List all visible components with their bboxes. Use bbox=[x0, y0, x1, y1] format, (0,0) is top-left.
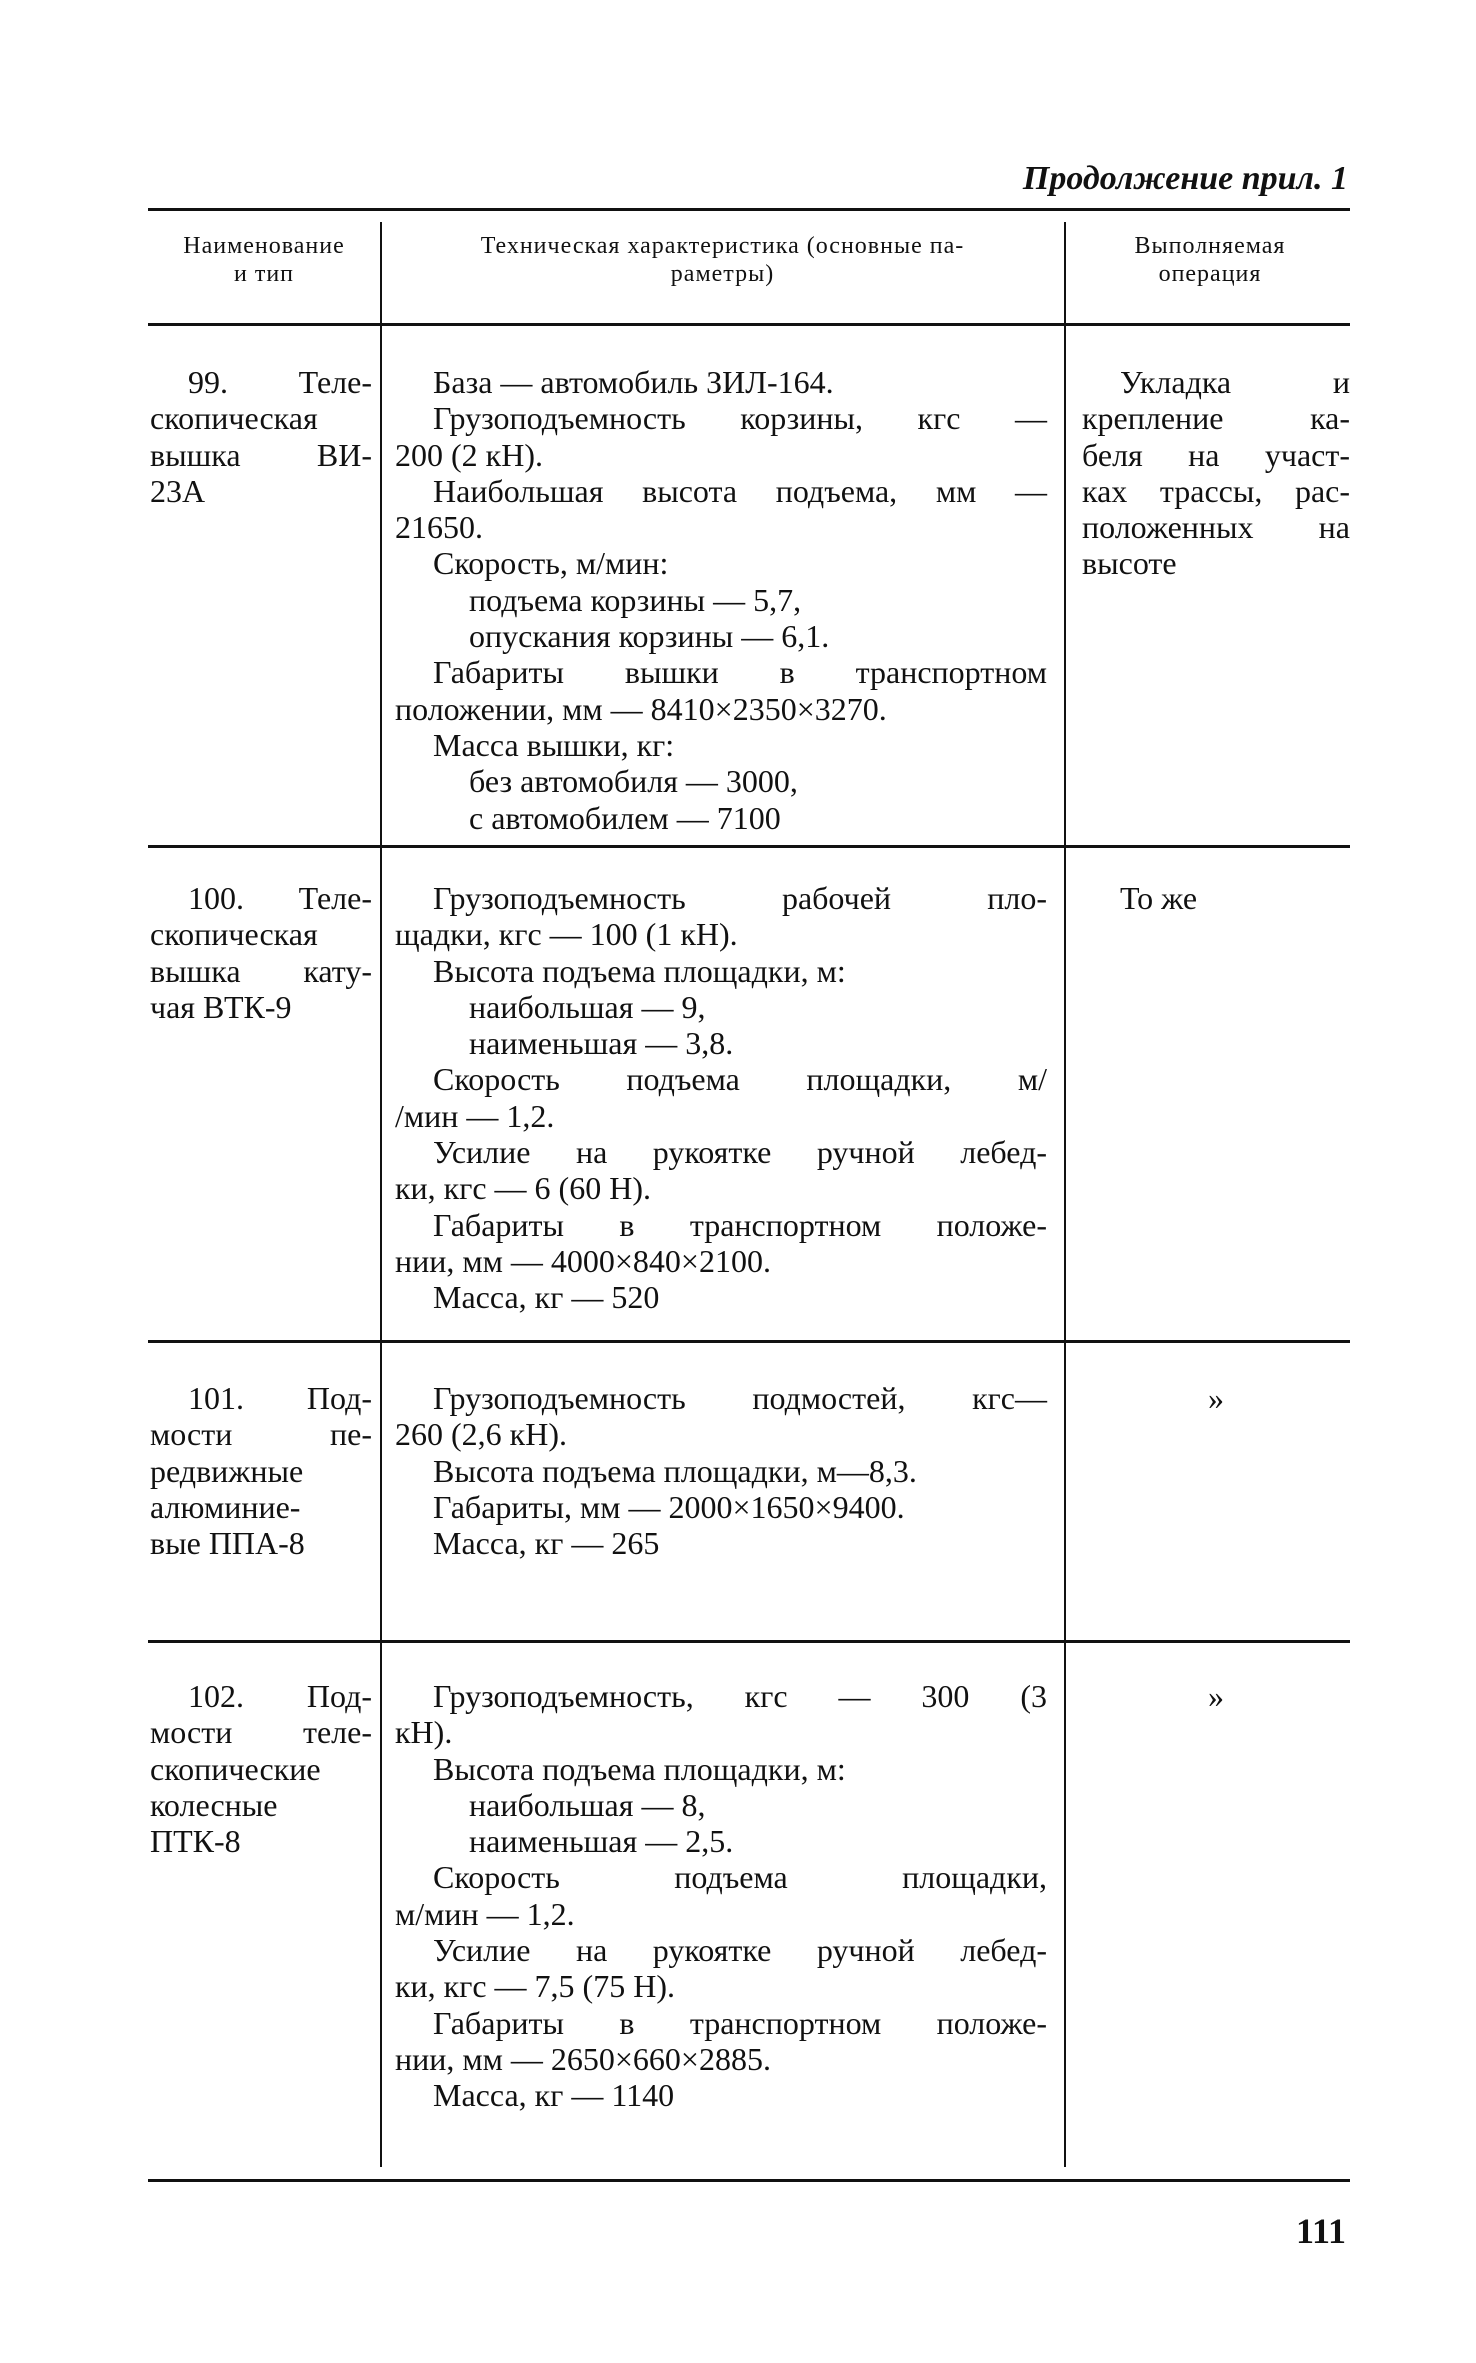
column-divider bbox=[380, 222, 382, 2167]
text-line: редвижные bbox=[150, 1452, 304, 1489]
text-line: Высота подъема площадки, м: bbox=[433, 1750, 846, 1787]
text-line: положении, мм — 8410×2350×3270. bbox=[395, 690, 887, 727]
text-line: мости пе- bbox=[150, 1416, 372, 1453]
text-line: Масса, кг — 520 bbox=[433, 1279, 660, 1316]
table-bottom-rule bbox=[148, 2179, 1350, 2182]
text-line: вые ППА-8 bbox=[150, 1525, 305, 1562]
text-line: Грузоподъемность, кгс — 300 (3 bbox=[433, 1678, 1047, 1714]
text-line: наименьшая — 3,8. bbox=[469, 1025, 734, 1062]
text-line: кН). bbox=[395, 1714, 453, 1751]
header-line: и тип bbox=[233, 261, 295, 287]
text-line: алюминие- bbox=[150, 1488, 301, 1525]
text-line: вышка ВИ- bbox=[150, 436, 372, 473]
operation-cell bbox=[1082, 1678, 1350, 1714]
text-line: 102. Под- bbox=[188, 1678, 372, 1714]
text-line: высоте bbox=[1082, 545, 1177, 582]
text-line: м/мин — 1,2. bbox=[395, 1895, 575, 1932]
text-line: наибольшая — 9, bbox=[469, 988, 706, 1025]
text-line: Габариты, мм — 2000×1650×9400. bbox=[433, 1488, 905, 1525]
text-line: 260 (2,6 кН). bbox=[395, 1416, 567, 1453]
row-divider bbox=[148, 845, 1350, 848]
text-line: скопическая bbox=[150, 916, 318, 953]
header-line: операция bbox=[1158, 261, 1262, 287]
text-line: Масса, кг — 265 bbox=[433, 1525, 660, 1562]
text-line: Усилие на рукоятке ручной лебед- bbox=[433, 1932, 1047, 1969]
row-divider bbox=[148, 1340, 1350, 1343]
text-line: нии, мм — 2650×660×2885. bbox=[395, 2040, 771, 2077]
text-line: опускания корзины — 6,1. bbox=[469, 618, 830, 655]
operation-cell bbox=[1082, 880, 1350, 916]
text-line: Грузоподъемность подмостей, кгс— bbox=[433, 1380, 1047, 1416]
text-line: скопические bbox=[150, 1750, 321, 1787]
text-line: беля на участ- bbox=[1082, 436, 1350, 473]
header-line: раметры) bbox=[670, 261, 775, 287]
text-line: Высота подъема площадки, м—8,3. bbox=[433, 1452, 917, 1489]
text-line: 23А bbox=[150, 472, 206, 509]
text-line: Грузоподъемность корзины, кгс — bbox=[433, 400, 1047, 437]
header-line: Наименование bbox=[183, 233, 345, 259]
header-line: Техническая характеристика (основные па- bbox=[480, 233, 965, 259]
text-line: ки, кгс — 6 (60 Н). bbox=[395, 1170, 651, 1207]
tech-cell bbox=[395, 364, 1047, 836]
tech-cell bbox=[395, 1380, 1047, 1561]
text-line: 100. Теле- bbox=[188, 880, 372, 916]
text-line: /мин — 1,2. bbox=[395, 1097, 555, 1134]
text-line: Габариты в транспортном положе- bbox=[433, 1206, 1047, 1243]
text-line: Габариты вышки в транспортном bbox=[433, 654, 1047, 691]
text-line: Скорость подъема площадки, м/ bbox=[433, 1061, 1047, 1098]
text-line: Масса, кг — 1140 bbox=[433, 2077, 675, 2114]
text-line: ки, кгс — 7,5 (75 Н). bbox=[395, 1968, 675, 2005]
text-line: ПТК-8 bbox=[150, 1823, 241, 1860]
text-line: 200 (2 кН). bbox=[395, 436, 543, 473]
text-line: База — автомобиль ЗИЛ-164. bbox=[433, 364, 834, 400]
name-cell bbox=[150, 880, 372, 1025]
text-line: с автомобилем — 7100 bbox=[469, 799, 781, 836]
table-top-rule bbox=[148, 208, 1350, 211]
operation-cell bbox=[1082, 1380, 1350, 1416]
header-name-column bbox=[150, 232, 378, 288]
text-line: щадки, кгс — 100 (1 кН). bbox=[395, 916, 738, 953]
continuation-caption: Продолжение прил. 1 bbox=[1022, 160, 1348, 197]
text-line: чая ВТК-9 bbox=[150, 988, 292, 1025]
text-line: мости теле- bbox=[150, 1714, 372, 1751]
text-line: 21650. bbox=[395, 509, 483, 546]
text-line: вышка кату- bbox=[150, 952, 372, 989]
text-line: нии, мм — 4000×840×2100. bbox=[395, 1242, 771, 1279]
text-line: положенных на bbox=[1082, 509, 1350, 546]
text-line: 101. Под- bbox=[188, 1380, 372, 1416]
text-line: колесные bbox=[150, 1786, 278, 1823]
text-line: Грузоподъемность рабочей пло- bbox=[433, 880, 1047, 916]
text-line: подъема корзины — 5,7, bbox=[469, 581, 802, 618]
text-line: наибольшая — 8, bbox=[469, 1786, 706, 1823]
name-cell bbox=[150, 364, 372, 509]
text-line: скопическая bbox=[150, 400, 318, 437]
text-line: ках трассы, рас- bbox=[1082, 472, 1350, 509]
tech-cell bbox=[395, 1678, 1047, 2114]
text-line: 99. Теле- bbox=[188, 364, 372, 400]
text-line: Масса вышки, кг: bbox=[433, 726, 675, 763]
text-line: без автомобиля — 3000, bbox=[469, 763, 798, 800]
text-line: » bbox=[1208, 1380, 1224, 1416]
text-line: наименьшая — 2,5. bbox=[469, 1823, 734, 1860]
column-divider bbox=[1064, 222, 1066, 2167]
row-divider bbox=[148, 1640, 1350, 1643]
text-line: Наибольшая высота подъема, мм — bbox=[433, 472, 1047, 509]
text-line: Усилие на рукоятке ручной лебед- bbox=[433, 1134, 1047, 1171]
text-line: Габариты в транспортном положе- bbox=[433, 2004, 1047, 2041]
text-line: Укладка и bbox=[1120, 364, 1350, 400]
text-line: Скорость подъема площадки, bbox=[433, 1859, 1047, 1896]
operation-cell bbox=[1082, 364, 1350, 582]
text-line: крепление ка- bbox=[1082, 400, 1350, 437]
text-line: То же bbox=[1120, 880, 1198, 916]
header-tech-column bbox=[390, 232, 1055, 288]
header-line: Выполняемая bbox=[1134, 233, 1286, 259]
text-line: Высота подъема площадки, м: bbox=[433, 952, 846, 989]
tech-cell bbox=[395, 880, 1047, 1316]
name-cell bbox=[150, 1380, 372, 1561]
page-number: 111 bbox=[1295, 2211, 1346, 2251]
text-line: » bbox=[1208, 1678, 1224, 1714]
text-line: Скорость, м/мин: bbox=[433, 545, 669, 582]
header-operation-column bbox=[1070, 232, 1350, 288]
name-cell bbox=[150, 1678, 372, 1859]
header-bottom-rule bbox=[148, 323, 1350, 326]
